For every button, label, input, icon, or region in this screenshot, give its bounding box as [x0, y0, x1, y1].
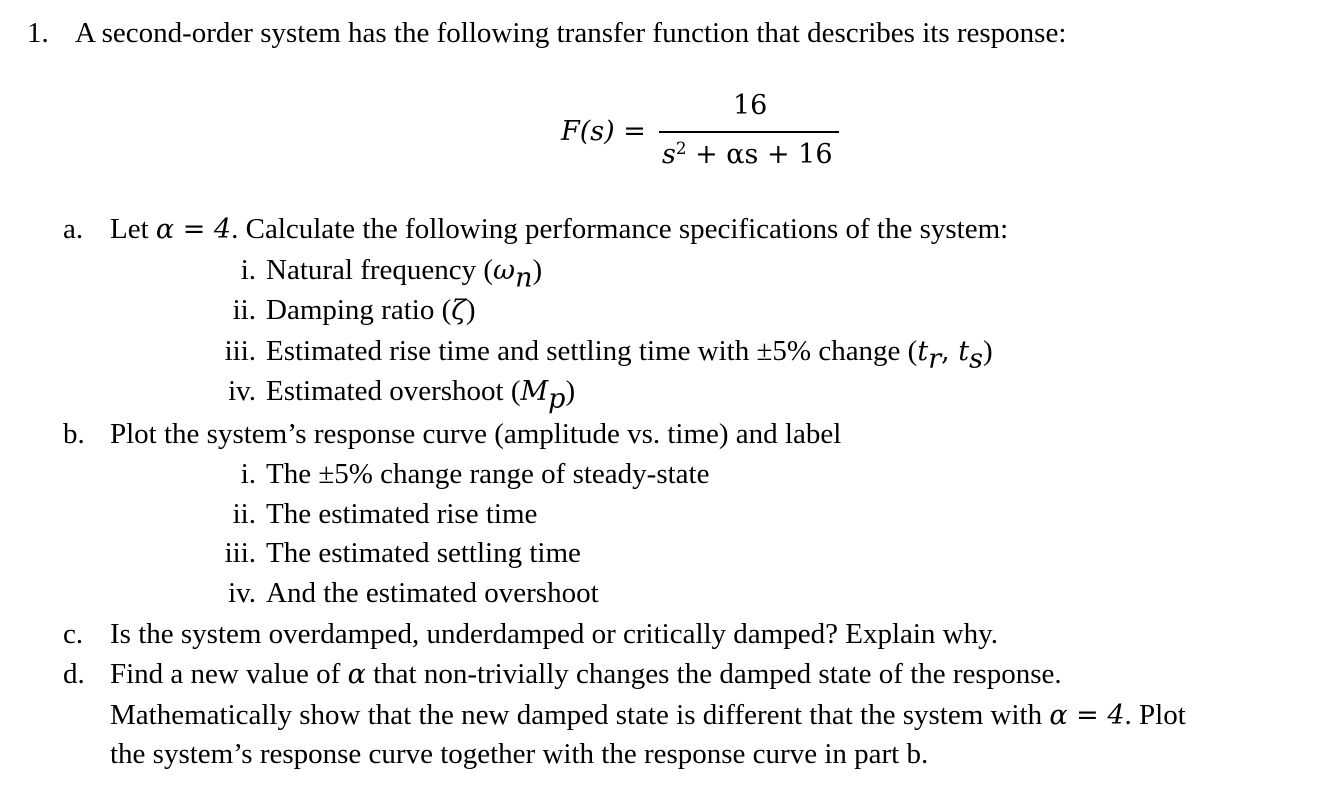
problem-number: 1.: [27, 17, 49, 49]
equation-denominator: [662, 137, 833, 170]
part-c-text: Is the system overdamped, underdamped or critically damped? Explain why.: [110, 618, 998, 650]
part-b-text: Plot the system’s response curve (amplitude vs. time) and label: [110, 418, 842, 450]
part-d-label: d.: [63, 658, 85, 690]
part-b-item-num: ii.: [232, 498, 256, 530]
part-a-item: Damping ratio (ζ): [266, 294, 476, 326]
part-d-line-2: Mathematically show that the new damped state is different that the system with α = 4. Plot: [110, 699, 1186, 731]
part-a-text: [110, 215, 1008, 244]
part-b-label: b.: [63, 418, 85, 450]
part-a-item-num: iii.: [224, 335, 256, 367]
part-a-item: Natural frequency $(\omega_n)$: [266, 254, 543, 294]
part-b-item-num: iii.: [224, 537, 256, 569]
part-b-item: And the estimated overshoot: [266, 577, 599, 609]
part-c-label: c.: [63, 618, 84, 650]
part-a-alpha: α = 4: [155, 214, 232, 245]
part-b-item: The estimated rise time: [266, 498, 538, 530]
part-a-lead: Let: [110, 213, 156, 245]
equation-numerator: 16: [733, 90, 768, 121]
part-a-item-num: ii.: [232, 294, 256, 326]
denominator-s: s: [662, 139, 676, 170]
equation-lhs: F(s) =: [561, 116, 646, 147]
part-b-item-num: iv.: [228, 577, 256, 609]
fraction-bar: [659, 131, 839, 133]
part-a-label: a.: [63, 213, 84, 245]
denominator-exponent: 2: [675, 137, 687, 158]
part-a-item-num: i.: [240, 254, 256, 286]
part-a-item-num: iv.: [228, 375, 256, 407]
problem-intro: A second-order system has the following transfer function that describes its response:: [75, 17, 1067, 49]
part-a-rest: . Calculate the following performance specifications of the system:: [231, 213, 1009, 245]
part-d-line-1: Find a new value of α that non-trivially changes the damped state of the response.: [110, 658, 1062, 690]
part-d-line-3: the system’s response curve together with the response curve in part b.: [110, 738, 929, 770]
part-b-item: The ±5% change range of steady-state: [266, 458, 710, 490]
part-a-item: Estimated rise time and settling time with ±5% change ($t_r$, $t_s$): [266, 335, 993, 375]
part-a-item: Estimated overshoot $(M_p)$: [266, 375, 576, 415]
denominator-rest: + αs + 16: [686, 139, 833, 170]
part-b-item-num: i.: [240, 458, 256, 490]
part-b-item: The estimated settling time: [266, 537, 581, 569]
